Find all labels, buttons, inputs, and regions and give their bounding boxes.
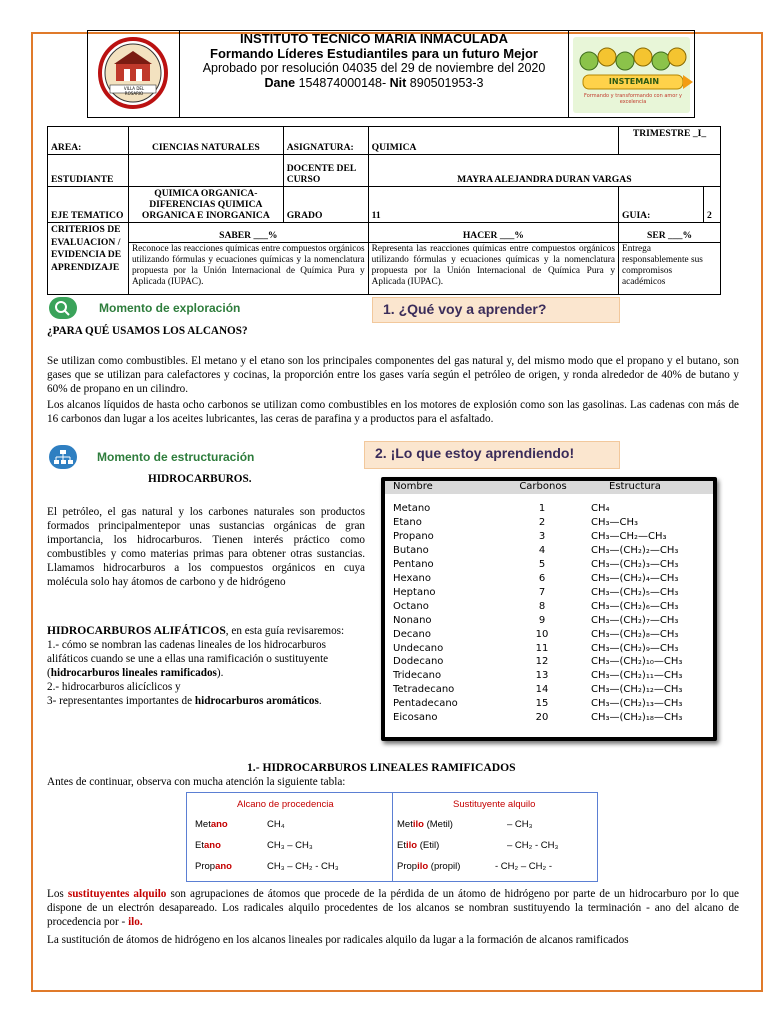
alkane-suffix: ano [210, 819, 228, 830]
alkane-carbons: 4 [538, 544, 546, 556]
alkane-name: Propano [393, 530, 434, 542]
alkane-structure: CH₃—(CH₂)₁₈—CH₃ [591, 712, 683, 724]
alkane-carbons: 7 [538, 586, 546, 598]
alkyl-col2-header: Sustituyente alquilo [453, 799, 536, 810]
alkyl-table-divider [392, 793, 393, 881]
alkane-structure: CH₃—(CH₂)₉—CH₃ [591, 642, 679, 654]
alifaticos-heading: HIDROCARBUROS ALIFÁTICOS [47, 624, 226, 637]
docente-value: MAYRA ALEJANDRA DURAN VARGAS [368, 155, 720, 187]
guia-label: GUIA: [619, 187, 704, 223]
alkane-carbons: 5 [538, 558, 546, 570]
sust-c: son agrupaciones de átomos que procede de la pérdida de un átomo de hidrógeno por parte de un hidrocarburo por lo que dispone de un electrón desapareado. Los radicales alquilo procedentes de los alcanos se nombran sustituyendo la terminación - ano del alcano de procedencia por - [47, 888, 740, 928]
alkyl-suffix: ilo [412, 819, 424, 830]
alkane-carbons: 10 [535, 628, 549, 640]
ramificados-intro: Antes de continuar, observa con mucha atención la siguiente tabla: [47, 776, 346, 788]
alkane-name: Tetradecano [393, 684, 455, 696]
alkane-row [385, 643, 713, 657]
alkane-structure: CH₃—(CH₂)₂—CH₃ [591, 544, 679, 556]
alkane-name: Octano [393, 600, 429, 612]
item-3-c: . [318, 695, 322, 707]
alkane-carbons: 8 [538, 600, 546, 612]
nit-label: Nit [389, 76, 407, 90]
alkane-carbons: 15 [535, 698, 549, 710]
exploracion-banner-label: Momento de exploración [99, 301, 241, 315]
question-box-1: 1. ¿Qué voy a aprender? [372, 297, 620, 323]
alkyl-col1-header: Alcano de procedencia [237, 799, 334, 810]
asignatura-value: QUIMICA [368, 127, 618, 155]
alkane-row [385, 545, 713, 559]
school-crest-logo [88, 31, 180, 117]
exploracion-banner [47, 295, 287, 323]
alkane-name: Etano [393, 516, 422, 528]
area-value: CIENCIAS NATURALES [128, 127, 283, 155]
alkane-structure: CH₃—(CH₂)₁₂—CH₃ [591, 684, 683, 696]
docente-label: DOCENTE DEL CURSO [283, 155, 368, 187]
alkyl-stem: Prop [397, 861, 418, 872]
alkane-row [385, 587, 713, 601]
dane-value: 154874000148- [298, 76, 387, 90]
item-3-b: hidrocarburos aromáticos [194, 695, 319, 707]
question-box-2: 2. ¡Lo que estoy aprendiendo! [364, 441, 620, 469]
alkyl-name [397, 819, 453, 830]
alkyl-stem: Et [397, 840, 406, 851]
sust-b: sustituyentes alquilo [67, 888, 167, 900]
item-1-c: ). [216, 667, 224, 679]
alifaticos-block [47, 624, 367, 708]
alkane-structure: CH₃—(CH₂)₁₀—CH₃ [591, 656, 683, 668]
alkane-carbons: 6 [538, 572, 546, 584]
exploracion-heading: ¿PARA QUÉ USAMOS LOS ALCANOS? [47, 325, 248, 337]
alkyl-short-name: (Metil) [423, 819, 453, 830]
estructuracion-banner [47, 443, 307, 471]
alkane-stem: Met [195, 819, 211, 830]
alkane-name: Undecano [393, 642, 444, 654]
hidrocarburos-paragraph: El petróleo, el gas natural y los carbones naturales son productos formados principalmentepor unas sustancias orgánicas de gran importancia, los hidrocarburos. Tienen interés práctico como combustibles y como materias primas para obtener otras sustancias. Llamamos hidrocarburos a los compuestos orgánicos en cuya molécula solo hay átomos de carbono y de hidrógeno [47, 506, 365, 588]
ser-label: SER ___% [619, 223, 721, 243]
alkane-row [385, 629, 713, 643]
alkane-carbons: 2 [538, 516, 546, 528]
guia-value: 2 [703, 187, 720, 223]
nit-value: 890501953-3 [409, 76, 484, 90]
alkyl-name [397, 840, 439, 851]
alkane-structure: CH₃—(CH₂)₅—CH₃ [591, 586, 679, 598]
alkane-name [195, 819, 228, 830]
school-header [87, 30, 695, 118]
alkane-structure: CH₃—(CH₂)₁₁—CH₃ [591, 670, 683, 682]
school-motto: Formando Líderes Estudiantiles para un futuro Mejor [210, 46, 538, 61]
magnifier-icon [49, 297, 77, 319]
alkane-row [385, 573, 713, 587]
ramificados-heading: 1.- HIDROCARBUROS LINEALES RAMIFICADOS [247, 761, 516, 774]
alkane-row [385, 503, 713, 517]
alkane-structure: CH₄ [591, 503, 610, 514]
item-3-a: 3- representantes importantes de [47, 695, 195, 707]
alkyl-name [397, 861, 460, 872]
alkane-name: Nonano [393, 614, 432, 626]
sustitucion-paragraph: La sustitución de átomos de hidrógeno en los alcanos lineales por radicales alquilo da lugar a la formación de alcanos ramificados [47, 934, 629, 946]
alkane-col-carbons: Carbonos [519, 481, 567, 492]
alkane-row [385, 531, 713, 545]
alkane-carbons: 14 [535, 684, 549, 696]
dane-line [180, 76, 568, 91]
alkane-row [385, 698, 713, 712]
alkyl-short-name: (Etil) [417, 840, 440, 851]
alkane-row [385, 615, 713, 629]
alkyl-table [186, 792, 598, 882]
hidrocarburos-heading: HIDROCARBUROS. [148, 473, 252, 485]
alkane-carbons: 9 [538, 614, 546, 626]
sustituyentes-paragraph [47, 887, 739, 929]
alkane-carbons: 1 [538, 503, 546, 514]
alkane-row [385, 517, 713, 531]
item-1-b: hidrocarburos lineales ramificados [50, 667, 217, 679]
alkane-name: Tridecano [393, 670, 442, 682]
alkane-name: Metano [393, 503, 431, 514]
estudiante-label: ESTUDIANTE [48, 155, 129, 187]
alkane-name: Pentadecano [393, 698, 458, 710]
exploracion-paragraph-1: Se utilizan como combustibles. El metano y el etano son los principales componentes del gas natural y, del mismo modo que el propano y el butano, son gases que se utilizan para calefactores y cocinas, la proporción entre los gases varía según el petróleo de origen, y ronda alrededor de 40% de butano y 60% de propano en un cilindro. [47, 355, 739, 395]
alkane-name: Heptano [393, 586, 436, 598]
grado-value: 11 [368, 187, 618, 223]
alkane-col-name: Nombre [393, 481, 433, 492]
alkane-carbons: 12 [535, 656, 549, 668]
alkane-name [195, 840, 221, 851]
alkane-row [385, 712, 713, 726]
alkyl-stem: Met [397, 819, 413, 830]
alkane-name: Dodecano [393, 656, 444, 668]
asignatura-label: ASIGNATURA: [283, 127, 368, 155]
alkyl-suffix: ilo [417, 861, 429, 872]
alkane-structure: CH₃—CH₃ [591, 516, 639, 528]
resolution-text: Aprobado por resolución 04035 del 29 de noviembre del 2020 [202, 61, 546, 75]
alkane-name [195, 861, 232, 872]
alkane-row [385, 559, 713, 573]
sust-d: ilo. [128, 916, 143, 928]
dane-label: Dane [264, 76, 296, 90]
alkane-stem: Et [195, 840, 204, 851]
alkane-structure: CH₃—(CH₂)₈—CH₃ [591, 628, 679, 640]
alkane-name: Pentano [393, 558, 434, 570]
alkane-name: Hexano [393, 572, 431, 584]
alkane-suffix: ano [203, 840, 221, 851]
header-text [180, 31, 568, 91]
trimestre-label: TRIMESTRE _I_ [619, 127, 721, 155]
alkane-row [385, 670, 713, 684]
ser-text: Entrega responsablemente sus compromisos académicos [619, 243, 721, 295]
alkane-name: Decano [393, 628, 431, 640]
alkane-carbons: 11 [535, 642, 549, 654]
alkane-formula: CH₃ – CH₂ - CH₃ [267, 861, 339, 872]
alkane-formula: CH₄ [267, 819, 285, 830]
saber-text: Reconoce las reacciones químicas entre compuestos orgánicos utilizando fórmulas y ecuaciones químicas y la nomenclatura propuesta por la Unión Internacional de Química Pura y Aplicada (IUPAC). [128, 243, 368, 295]
criterios-label: CRITERIOS DE EVALUACION / EVIDENCIA DE APRENDIZAJE [48, 223, 129, 295]
alkane-name: Eicosano [393, 712, 438, 724]
item-2: 2.- hidrocarburos alicíclicos y [47, 681, 181, 693]
alkane-structure: CH₃—(CH₂)₁₃—CH₃ [591, 698, 683, 710]
alkane-table [381, 477, 717, 741]
sust-a: Los [47, 888, 68, 900]
alkane-row [385, 684, 713, 698]
alkyl-formula: - CH₂ – CH₂ - [495, 861, 552, 872]
alkane-carbons: 20 [535, 712, 549, 724]
saber-label: SABER ___% [128, 223, 368, 243]
alkane-suffix: ano [215, 861, 232, 872]
alkane-row [385, 601, 713, 615]
alkane-formula: CH₃ – CH₃ [267, 840, 313, 851]
alkane-stem: Prop [195, 861, 216, 872]
alkane-col-structure: Estructura [609, 481, 661, 492]
instemain-logo [568, 31, 694, 117]
alkane-name: Butano [393, 544, 429, 556]
hacer-label: HACER ___% [368, 223, 618, 243]
alkane-structure: CH₃—(CH₂)₃—CH₃ [591, 558, 679, 570]
alkyl-formula: – CH₃ [507, 819, 533, 830]
alkyl-formula: – CH₂ - CH₃ [507, 840, 559, 851]
alifaticos-tail: , en esta guía revisaremos: [225, 625, 345, 637]
estructuracion-banner-label: Momento de estructuración [97, 450, 255, 464]
alkane-structure: CH₃—(CH₂)₇—CH₃ [591, 614, 679, 626]
alkane-structure: CH₃—(CH₂)₄—CH₃ [591, 572, 679, 584]
alkane-row [385, 656, 713, 670]
alkane-carbons: 3 [538, 530, 546, 542]
area-label: AREA: [48, 127, 129, 155]
hacer-text: Representa las reacciones químicas entre compuestos orgánicos utilizando fórmulas y ecuaciones químicas y la nomenclatura propuesta por la Unión Internacional de Química Pura y Aplicada (IUPAC). [368, 243, 618, 295]
exploracion-paragraph-2: Los alcanos líquidos de hasta ocho carbonos se utilizan como combustibles en los motores de explosión como son las gasolinas. Las cadenas con más de 16 carbonos dan lugar a los aceites lubricantes, las ceras de parafina y a productos para el asfaltado. [47, 399, 739, 425]
crest-caption: VILLA DEL ROSARIO [123, 86, 145, 96]
item-1-a: 1.- cómo se nombran las cadenas lineales de los hidrocarburos alifáticos cuando se une a ellas una ramificación o sustituyente ( [47, 639, 329, 679]
instemain-subtitle: Formando y transformando con amor y excelencia [584, 93, 682, 105]
alkyl-suffix: ilo [405, 840, 418, 851]
instemain-title: INSTEMAIN [608, 77, 660, 86]
eje-label: EJE TEMATICO [48, 187, 129, 223]
alkane-structure: CH₃—(CH₂)₆—CH₃ [591, 600, 679, 612]
estudiante-value[interactable] [128, 155, 283, 187]
alkane-structure: CH₃—CH₂—CH₃ [591, 530, 667, 542]
course-info-table [47, 126, 721, 295]
grado-label: GRADO [283, 187, 368, 223]
hierarchy-icon [49, 445, 77, 469]
alkyl-short-name: (propil) [428, 861, 461, 872]
alkane-carbons: 13 [535, 670, 549, 682]
school-name: INSTITUTO TECNICO MARIA INMACULADA [240, 31, 508, 46]
alkane-table-header [385, 481, 713, 494]
eje-value: QUIMICA ORGANICA- DIFERENCIAS QUIMICA ORGANICA E INORGANICA [128, 187, 283, 223]
